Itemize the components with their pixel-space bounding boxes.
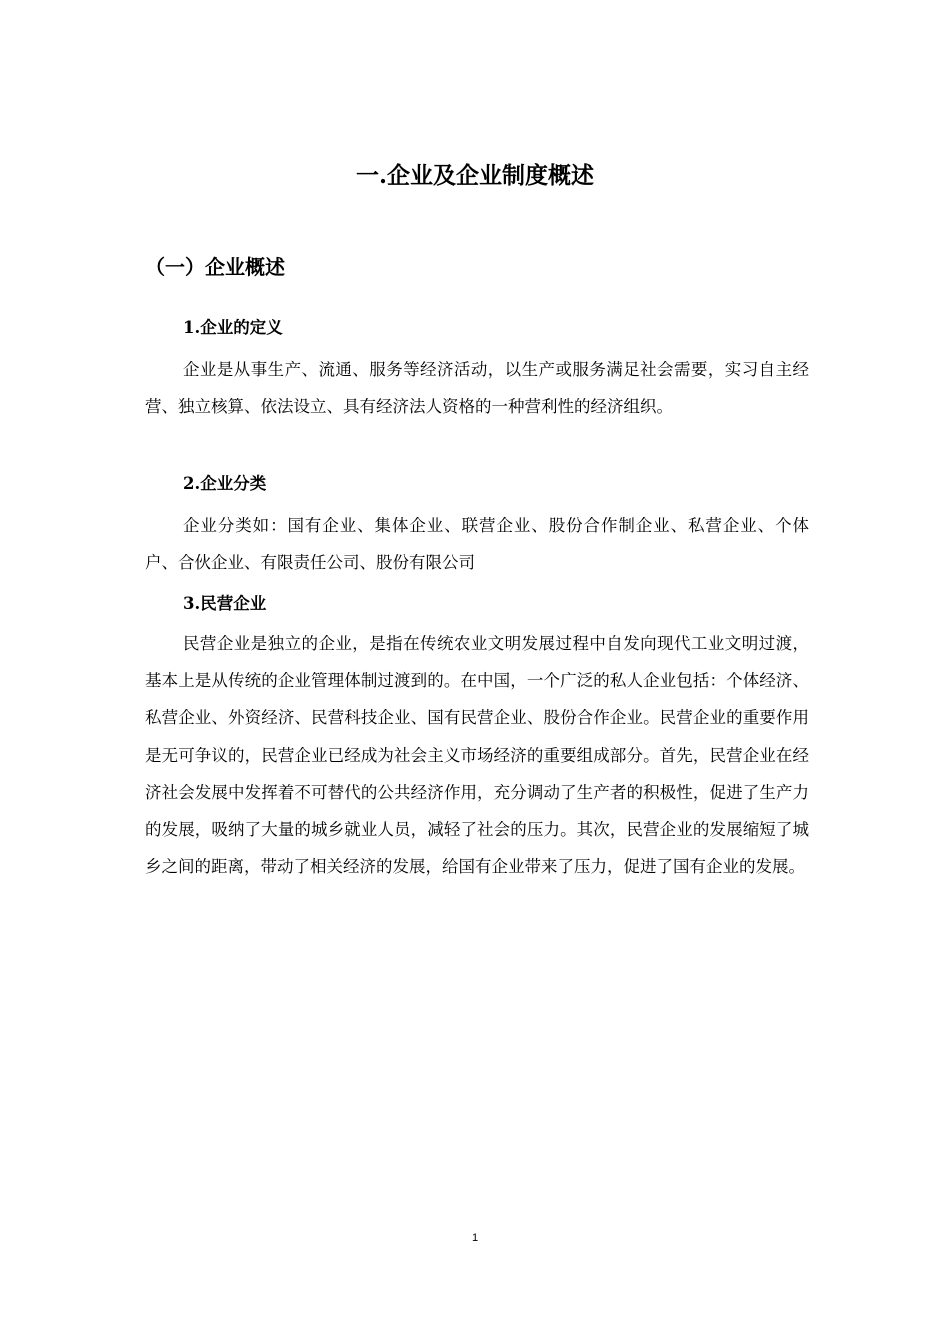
subsection-heading-definition: 1.企业的定义 [183, 318, 283, 337]
subsection-heading-private-enterprise: 3.民营企业 [183, 594, 267, 613]
paragraph-private-enterprise: 民营企业是独立的企业，是指在传统农业文明发展过程中自发向现代工业文明过渡，基本上是从传统的企业管理体制过渡到的。在中国，一个广泛的私人企业包括：个体经济、私营企业、外资经济、民营科技企业、国有民营企业、股份合作企业。民营企业的重要作用是无可争议的，民营企业已经成为社会主义市场经济的重要组成部分。首先，民营企业在经济社会发展中发挥着不可替代的公共经济作用，充分调动了生产者的积极性，促进了生产力的发展，吸纳了大量的城乡就业人员，减轻了社会的压力。其次，民营企业的发展缩短了城乡之间的距离，带动了相关经济的发展，给国有企业带来了压力，促进了国有企业的发展。 [145, 634, 809, 877]
subsection-heading-classification: 2.企业分类 [183, 474, 267, 493]
paragraph-definition: 企业是从事生产、流通、服务等经济活动，以生产或服务满足社会需要，实习自主经营、独立核算、依法设立、具有经济法人资格的一种营利性的经济组织。 [145, 360, 809, 417]
paragraph-classification: 企业分类如：国有企业、集体企业、联营企业、股份合作制企业、私营企业、个体户、合伙企业、有限责任公司、股份有限公司 [145, 516, 809, 573]
document-title: 一.企业及企业制度概述 [355, 162, 594, 189]
page-number: 1 [471, 1232, 479, 1244]
section-heading: （一）企业概述 [145, 255, 285, 279]
